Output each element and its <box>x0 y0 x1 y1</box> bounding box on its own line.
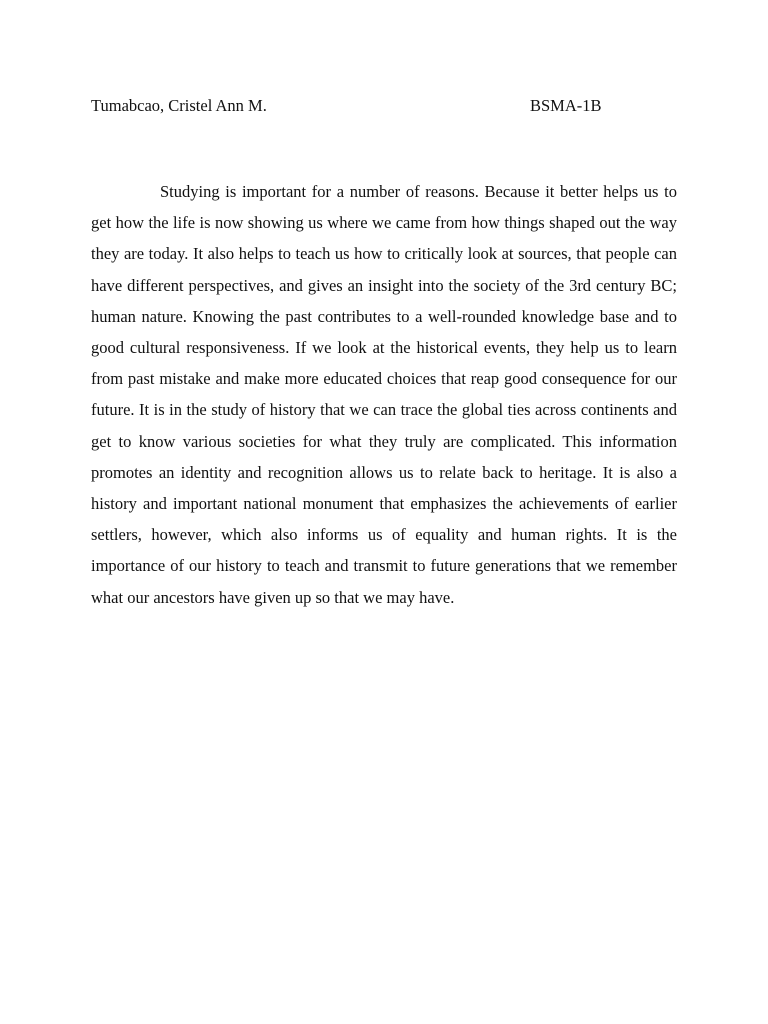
body-paragraph: Studying is important for a number of reasons. Because it better helps us to get how the life is now showing us where we came from how things shaped out the way they are today. It also helps to teach us how to critically look at sources, that people can have different perspectives, and gives an insight into the society of the 3rd century BC; human nature. Knowing the past contributes to a well-rounded knowledge base and to good cultural responsiveness. If we look at the historical events, they help us to learn from past mistake and make more educated choices that reap good consequence for our future. It is in the study of history that we can trace the global ties across continents and get to know various societies for what they truly are complicated. This information promotes an identity and recognition allows us to relate back to heritage. It is also a history and important national monument that emphasizes the achievements of earlier settlers, however, which also informs us of equality and human rights. It is the importance of our history to teach and transmit to future generations that we remember what our ancestors have given up so that we may have. <box>91 182 677 607</box>
class-section: BSMA-1B <box>530 96 602 115</box>
author-name: Tumabcao, Cristel Ann M. <box>91 96 267 115</box>
document-header <box>91 94 677 118</box>
